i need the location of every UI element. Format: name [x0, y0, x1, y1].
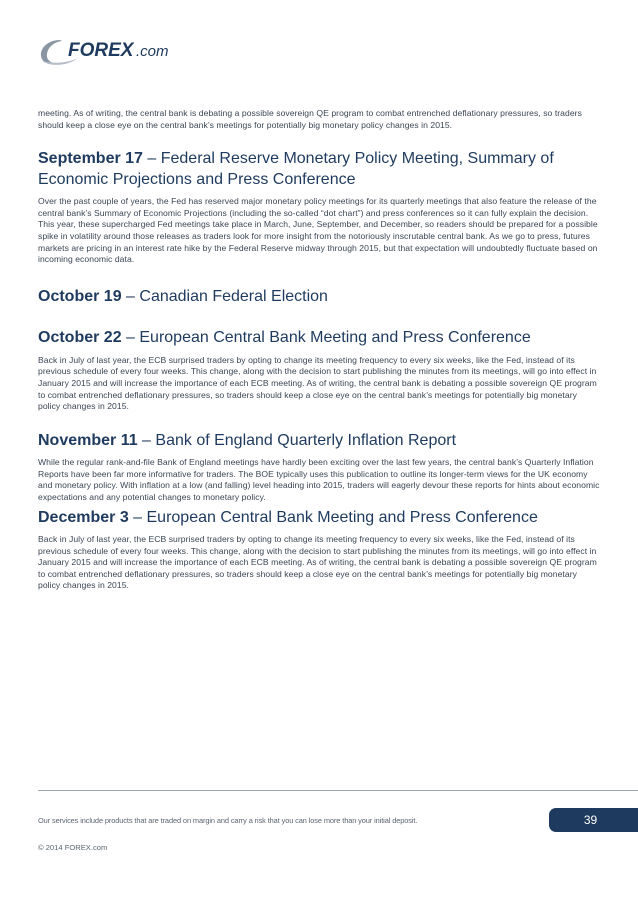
section-date: September 17	[38, 150, 143, 168]
section-heading	[38, 431, 601, 452]
footer-divider	[38, 790, 638, 791]
page-content	[38, 108, 601, 592]
section-november-11	[38, 431, 601, 504]
section-october-19	[38, 287, 601, 308]
section-body: Over the past couple of years, the Fed has reserved major monetary policy meetings for its quarterly meetings that also feature the release of the central bank’s Summary of Economic Projections (including the so-called “dot chart”) and press conferences so it can fully explain the decision. This year, these supercharged Fed meetings take place in March, June, September, and December, so readers should be prepared for a possible spike in volatility around those releases as traders look for more insight from the notoriously inscrutable central bank. As we go to press, futures markets are pricing in an interest rate hike by the Federal Reserve midway through 2015, but that expectation will undoubtedly fluctuate based on incoming economic data.	[38, 196, 598, 265]
section-heading	[38, 328, 601, 349]
section-heading	[38, 287, 601, 308]
section-date: December 3	[38, 508, 129, 526]
section-date: November 11	[38, 431, 138, 449]
forex-logo-icon	[38, 34, 188, 70]
logo-suffix-text: .com	[136, 43, 169, 60]
section-december-3	[38, 508, 601, 592]
page-number: 39	[549, 808, 638, 832]
section-september-17	[38, 149, 601, 266]
intro-paragraph: meeting. As of writing, the central bank is debating a possible sovereign QE program to combat entrenched deflationary pressures, so traders should keep a close eye on the central bank’s meetings for potentially big monetary policy changes in 2015.	[38, 108, 582, 130]
section-body: Back in July of last year, the ECB surprised traders by opting to change its meeting frequency to every six weeks, like the Fed, instead of its previous schedule of every four weeks. This change, along with the decision to start publishing the minutes from its meetings, will go into effect in January 2015 and will increase the importance of each ECB meeting. As of writing, the central bank is debating a possible sovereign QE program to combat entrenched deflationary pressures, so traders should keep a close eye on the central bank’s meetings for potentially big monetary policy changes in 2015.	[38, 354, 597, 412]
section-title: – Canadian Federal Election	[121, 287, 328, 305]
copyright-notice: © 2014 FOREX.com	[38, 843, 108, 852]
section-october-22	[38, 328, 601, 412]
section-heading	[38, 149, 601, 190]
forex-logo	[38, 34, 188, 70]
section-title: – European Central Bank Meeting and Press Conference	[121, 329, 531, 347]
section-date: October 22	[38, 329, 122, 347]
section-title: – European Central Bank Meeting and Press Conference	[128, 508, 538, 526]
risk-disclaimer: Our services include products that are traded on margin and carry a risk that you can lose more than your initial deposit.	[38, 816, 418, 825]
section-body: While the regular rank-and-file Bank of England meetings have hardly been exciting over the last few years, the central bank’s Quarterly Inflation Reports have been far more informative for traders. The BOE typically uses this publication to outline its longer-term views for the UK economy and monetary policy. With inflation at a low (and falling) level heading into 2015, traders will eagerly devour these reports for hints about economic expectations and any potential changes to monetary policy.	[38, 457, 600, 502]
section-title: – Bank of England Quarterly Inflation Report	[137, 431, 457, 449]
logo-brand-text: FOREX	[68, 40, 134, 61]
section-body: Back in July of last year, the ECB surprised traders by opting to change its meeting frequency to every six weeks, like the Fed, instead of its previous schedule of every four weeks. This change, along with the decision to start publishing the minutes from its meetings, will go into effect in January 2015 and will increase the importance of each ECB meeting. As of writing, the central bank is debating a possible sovereign QE program to combat entrenched deflationary pressures, so traders should keep a close eye on the central bank’s meetings for potentially big monetary policy changes in 2015.	[38, 534, 597, 591]
section-heading	[38, 508, 601, 529]
section-date: October 19	[38, 287, 122, 305]
section-title: – Federal Reserve Monetary Policy Meeting, Summary of Economic Projections and Press Conference	[38, 150, 554, 188]
